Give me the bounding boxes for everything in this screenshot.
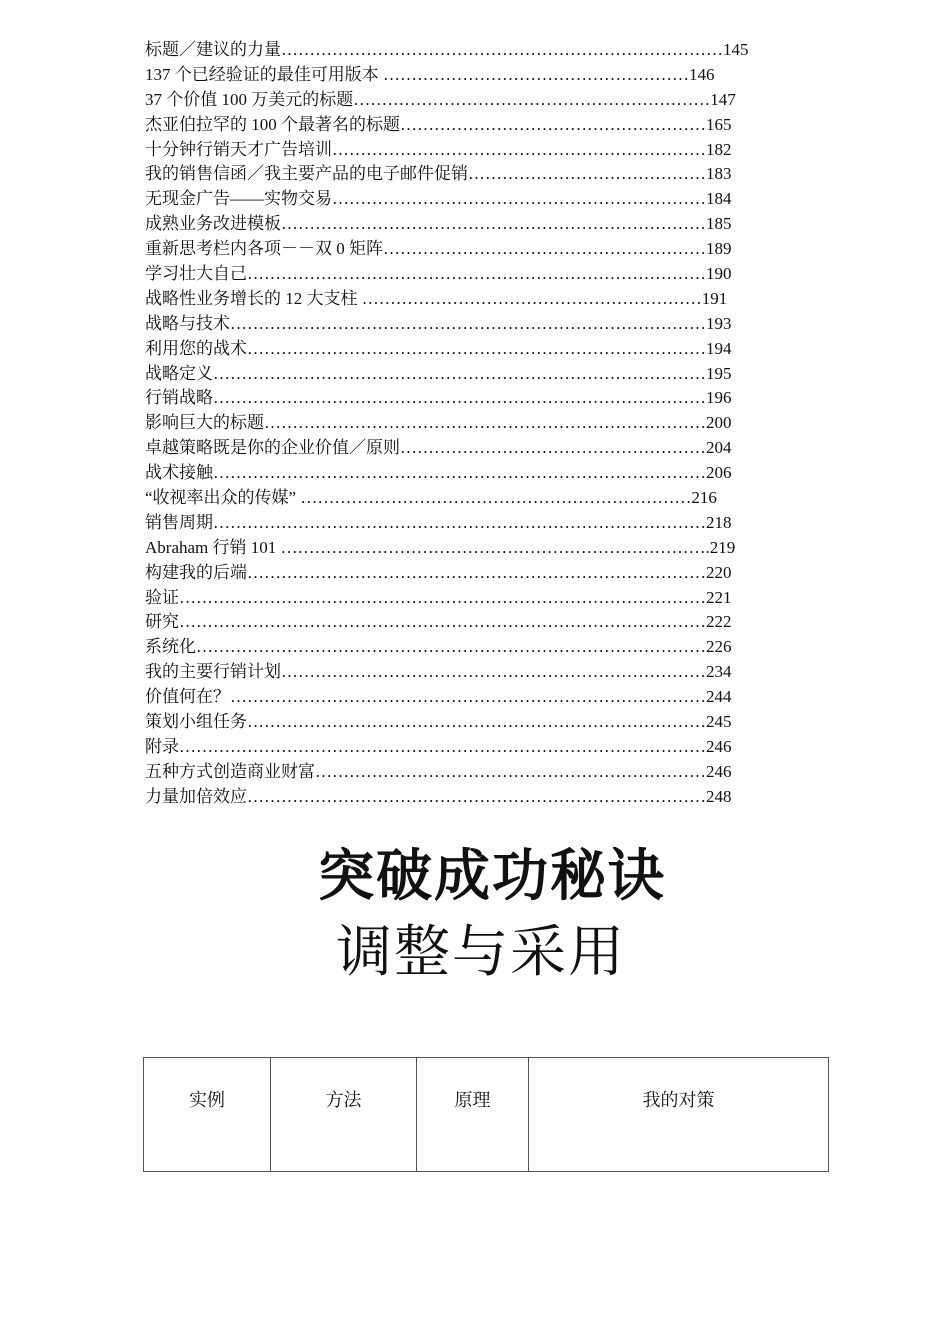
toc-entry: 重新思考栏内各项－－双 0 矩阵…………………………………………………189 <box>145 239 732 259</box>
toc-entry: 37 个价值 100 万美元的标题………………………………………………………147 <box>145 89 736 109</box>
section-title: 突破成功秘诀 <box>318 844 666 909</box>
toc-entry: 验证…………………………………………………………………………………221 <box>145 587 732 607</box>
toc-entry: 行销战略……………………………………………………………………………196 <box>145 388 732 408</box>
toc-entry: 成熟业务改进模板…………………………………………………………………185 <box>145 214 732 234</box>
toc-entry: 影响巨大的标题……………………………………………………………………200 <box>145 413 732 433</box>
toc-entry: 力量加倍效应………………………………………………………………………248 <box>145 786 732 806</box>
toc-entry: 无现金广告——实物交易…………………………………………………………184 <box>145 189 732 209</box>
toc-entry: 我的销售信函／我主要产品的电子邮件促销……………………………………183 <box>145 164 732 184</box>
toc-entry: 五种方式创造商业财富……………………………………………………………246 <box>145 761 732 781</box>
table-header-example: 实例 <box>144 1058 271 1172</box>
table-row <box>144 1058 829 1172</box>
table-header-principle: 原理 <box>417 1058 529 1172</box>
toc-entry: 构建我的后端………………………………………………………………………220 <box>145 562 732 582</box>
toc-entry: Abraham 行销 101 ………………………………………………………………….219 <box>145 537 736 557</box>
toc-entry: 利用您的战术………………………………………………………………………194 <box>145 338 732 358</box>
toc-entry: 十分钟行销天才广告培训…………………………………………………………182 <box>145 139 732 159</box>
toc-entry: 战略与技术…………………………………………………………………………193 <box>145 313 732 333</box>
toc-entry: 附录…………………………………………………………………………………246 <box>145 736 732 756</box>
strategy-table <box>143 1057 829 1172</box>
toc-entry: 战术接触……………………………………………………………………………206 <box>145 463 732 483</box>
toc-entry: 研究…………………………………………………………………………………222 <box>145 612 732 632</box>
toc-entry: 价值何在？…………………………………………………………………………244 <box>145 687 732 707</box>
table-header-my-strategy: 我的对策 <box>529 1058 829 1172</box>
table-header-method: 方法 <box>271 1058 417 1172</box>
toc-entry: 标题／建议的力量……………………………………………………………………145 <box>145 40 749 59</box>
toc-entry: 137 个已经验证的最佳可用版本 ………………………………………………146 <box>145 64 715 84</box>
toc-entry: 策划小组任务………………………………………………………………………245 <box>145 712 732 732</box>
toc-entry: “收视率出众的传媒” ……………………………………………………………216 <box>145 488 717 508</box>
toc-entry: 系统化………………………………………………………………………………226 <box>145 637 732 657</box>
toc-entry: 战略性业务增长的 12 大支柱 ……………………………………………………191 <box>145 288 728 308</box>
toc-entry: 销售周期……………………………………………………………………………218 <box>145 512 732 532</box>
toc-entry: 学习壮大自己………………………………………………………………………190 <box>145 264 732 284</box>
table-of-contents <box>145 38 805 810</box>
toc-entry: 杰亚伯拉罕的 100 个最著名的标题………………………………………………165 <box>145 114 732 134</box>
toc-entry: 战略定义……………………………………………………………………………195 <box>145 363 732 383</box>
section-subtitle: 调整与采用 <box>336 920 626 985</box>
toc-entry: 卓越策略既是你的企业价值／原则………………………………………………204 <box>145 438 732 458</box>
toc-entry: 我的主要行销计划…………………………………………………………………234 <box>145 662 732 682</box>
